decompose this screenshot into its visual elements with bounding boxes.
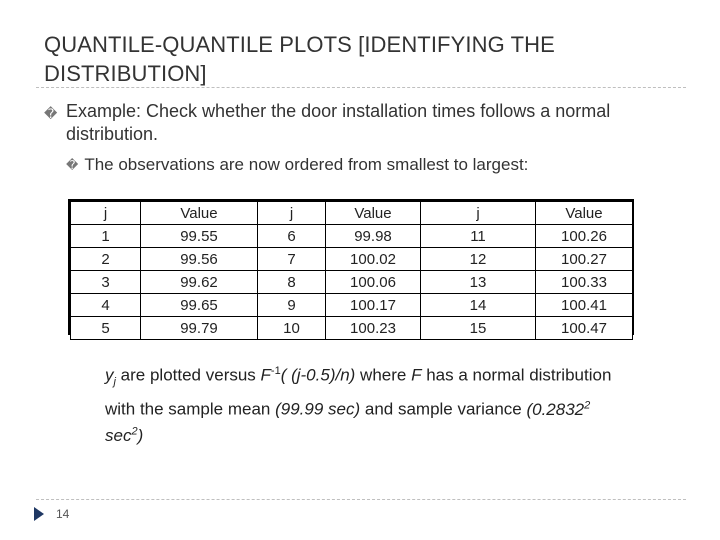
- sub-bullet-ordered: [66, 153, 686, 178]
- table-row: [71, 248, 633, 271]
- sample-mean: (99.99 sec): [275, 399, 361, 419]
- variance-unit-exponent: 2: [131, 425, 138, 438]
- table-cell: 13: [421, 271, 536, 294]
- slide-marker-arrow-icon: [34, 507, 44, 521]
- table-cell: 9: [258, 294, 326, 317]
- table-cell: 99.65: [141, 294, 258, 317]
- table-cell: 12: [421, 248, 536, 271]
- table-cell: 99.56: [141, 248, 258, 271]
- table-row: [71, 225, 633, 248]
- table-cell: 100.06: [326, 271, 421, 294]
- y-subscript: j: [113, 376, 116, 389]
- title-divider: [36, 87, 686, 88]
- variance-close: ): [137, 426, 144, 446]
- f-inverse-superscript: -1: [270, 365, 281, 377]
- table-cell: 99.62: [141, 271, 258, 294]
- quantile-argument: ( (j-0.5)/n): [280, 365, 356, 385]
- header-cell: Value: [141, 202, 258, 225]
- table-cell: 4: [71, 294, 141, 317]
- y-symbol: y: [105, 365, 114, 385]
- table-cell: 3: [71, 271, 141, 294]
- header-cell: Value: [536, 202, 633, 225]
- header-cell: Value: [326, 202, 421, 225]
- sub-bullet-marker-icon: �: [66, 158, 79, 172]
- variance-value: (0.2832: [526, 399, 585, 419]
- f-symbol-2: F: [411, 365, 422, 385]
- table-cell: 100.26: [536, 225, 633, 248]
- table-row: [71, 294, 633, 317]
- slide-title: QUANTILE-QUANTILE PLOTS [IDENTIFYING THE DISTRIBUTION]: [44, 32, 555, 86]
- table-cell: 99.79: [141, 317, 258, 340]
- observations-table: [70, 201, 633, 340]
- header-cell: j: [421, 202, 536, 225]
- table-cell: 5: [71, 317, 141, 340]
- table-cell: 100.33: [536, 271, 633, 294]
- table-cell: 100.23: [326, 317, 421, 340]
- table-row: [71, 317, 633, 340]
- note-text-1: are plotted versus: [115, 365, 261, 385]
- table-header-row: [71, 202, 633, 225]
- footer-divider: [36, 499, 686, 500]
- table-cell: 11: [421, 225, 536, 248]
- table-cell: 100.47: [536, 317, 633, 340]
- variance-exponent: 2: [584, 399, 591, 412]
- observations-table-frame: [68, 199, 634, 335]
- table-cell: 6: [258, 225, 326, 248]
- table-cell: 10: [258, 317, 326, 340]
- table-cell: 100.41: [536, 294, 633, 317]
- bullet-marker-icon: �: [44, 106, 58, 121]
- table-cell: 15: [421, 317, 536, 340]
- page-number: 14: [56, 507, 70, 521]
- bullet-example-text: Example: Check whether the door installation times follows a normal distribution.: [66, 101, 611, 144]
- note-text-4: and sample variance: [360, 399, 527, 419]
- f-symbol: F: [260, 365, 271, 385]
- header-cell: j: [258, 202, 326, 225]
- table-cell: 1: [71, 225, 141, 248]
- note-text-3: has a normal distribution with the sample mean: [105, 365, 612, 419]
- bullet-example: [44, 100, 684, 146]
- table-cell: 99.98: [326, 225, 421, 248]
- table-cell: 8: [258, 271, 326, 294]
- table-row: [71, 271, 633, 294]
- sub-bullet-text: The observations are now ordered from smallest to largest:: [84, 155, 529, 174]
- table-cell: 100.02: [326, 248, 421, 271]
- variance-unit: sec: [105, 426, 132, 446]
- table-cell: 2: [71, 248, 141, 271]
- table-cell: 100.17: [326, 294, 421, 317]
- plot-explanation: [105, 360, 625, 447]
- note-text-2: where: [355, 365, 412, 385]
- header-cell: j: [71, 202, 141, 225]
- table-cell: 99.55: [141, 225, 258, 248]
- table-cell: 7: [258, 248, 326, 271]
- table-cell: 100.27: [536, 248, 633, 271]
- table-cell: 14: [421, 294, 536, 317]
